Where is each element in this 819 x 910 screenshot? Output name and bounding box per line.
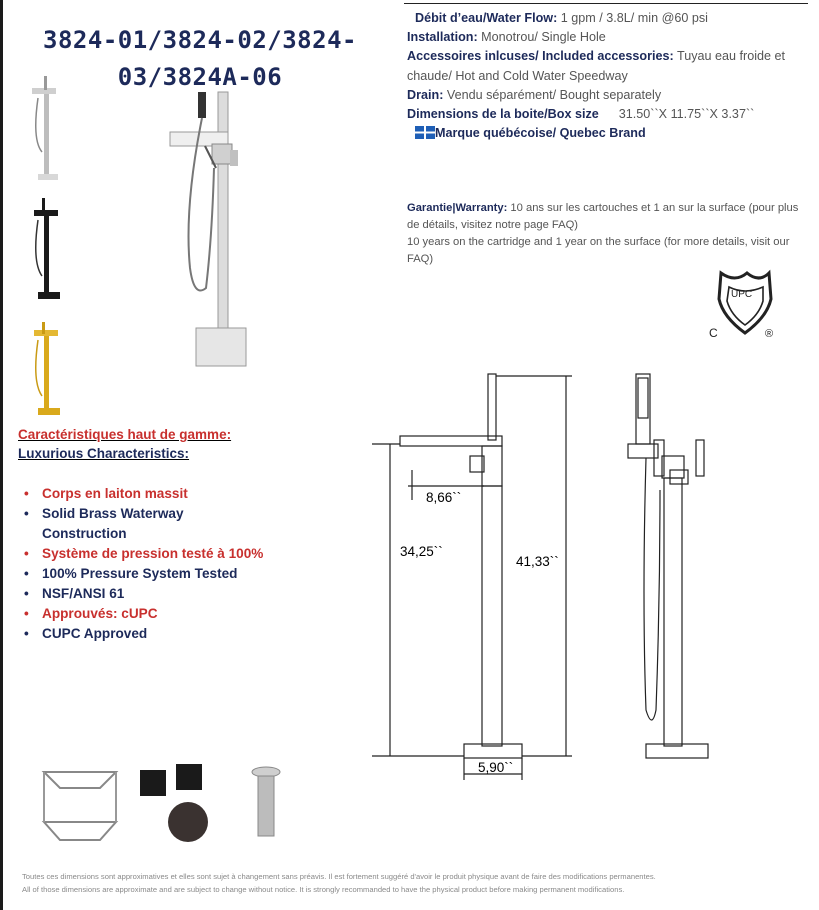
dim-base-width: 5,90``	[478, 760, 514, 775]
feature-item: • Corps en laiton massit	[24, 484, 264, 504]
black-faucet-thumbnail	[24, 196, 72, 302]
main-faucet-image	[160, 88, 260, 372]
features-heading-en: Luxurious Characteristics:	[18, 446, 190, 461]
cupc-letters: UPC	[731, 289, 753, 300]
model-title	[30, 22, 370, 96]
spec-drain: Drain: Vendu séparément/ Bought separately	[407, 87, 662, 102]
spec-block	[407, 9, 817, 143]
gold-faucet-thumbnail	[24, 320, 72, 420]
feature-item: • CUPC Approved	[24, 624, 264, 644]
model-title-line2: 03/3824A-06	[117, 63, 283, 91]
features-list	[24, 484, 264, 644]
footer-fr: Toutes ces dimensions sont approximatives et elles sont sujet à changement sans préavis. Il est fortement suggéré d'avoir le produit physique avant de faire des modifications permanentes.	[22, 872, 656, 881]
dim-total-height: 41,33``	[516, 554, 559, 569]
warranty-block	[407, 200, 812, 268]
cupc-c: C	[709, 326, 718, 340]
quebec-flag-icon	[415, 126, 435, 139]
left-border	[0, 0, 3, 910]
footer-disclaimer	[22, 870, 812, 896]
features-heading	[18, 425, 231, 463]
top-rule	[404, 3, 808, 4]
corner-shelf-image	[40, 762, 120, 846]
model-title-line1: 3824-01/3824-02/3824-	[43, 26, 357, 54]
features-heading-fr: Caractéristiques haut de gamme:	[18, 427, 232, 442]
chrome-faucet-thumbnail	[24, 70, 72, 182]
towel-hooks-image	[136, 760, 212, 852]
warranty-en: 10 years on the cartridge and 1 year on the surface (for more details, visit our FAQ)	[407, 236, 790, 265]
drain-image	[248, 764, 284, 844]
feature-item: • Système de pression testé à 100%	[24, 544, 264, 564]
spec-flow: Débit d’eau/Water Flow: 1 gpm / 3.8L/ min @60 psi	[415, 11, 708, 25]
feature-item: • Approuvés: cUPC	[24, 604, 264, 624]
footer-en: All of those dimensions are approximate and are subject to change without notice. It is strongly recommanded to have the physical product before making permanent modifications.	[22, 885, 625, 894]
spec-box: Dimensions de la boite/Box size 31.50``X 11.75``X 3.37``	[407, 107, 755, 122]
dim-spout-height: 34,25``	[400, 544, 443, 559]
dim-spout-reach: 8,66``	[426, 490, 462, 505]
spec-brand: Marque québécoise/ Quebec Brand	[407, 124, 817, 143]
cupc-logo	[705, 265, 785, 345]
feature-item: • Solid Brass Waterway Construction	[24, 504, 264, 544]
feature-item: • NSF/ANSI 61	[24, 584, 264, 604]
feature-item: • 100% Pressure System Tested	[24, 564, 264, 584]
cupc-registered: ®	[765, 328, 774, 340]
warranty-fr: Garantie|Warranty: 10 ans sur les cartouches et 1 an sur la surface (pour plus de détails, visitez notre page FAQ)	[407, 202, 799, 231]
spec-accessories: Accessoires inlcuses/ Included accessories: Tuyau eau froide et chaude/ Hot and Cold Water Speedway	[407, 49, 786, 83]
dimension-drawing	[360, 360, 720, 800]
spec-install: Installation: Monotrou/ Single Hole	[407, 30, 606, 45]
